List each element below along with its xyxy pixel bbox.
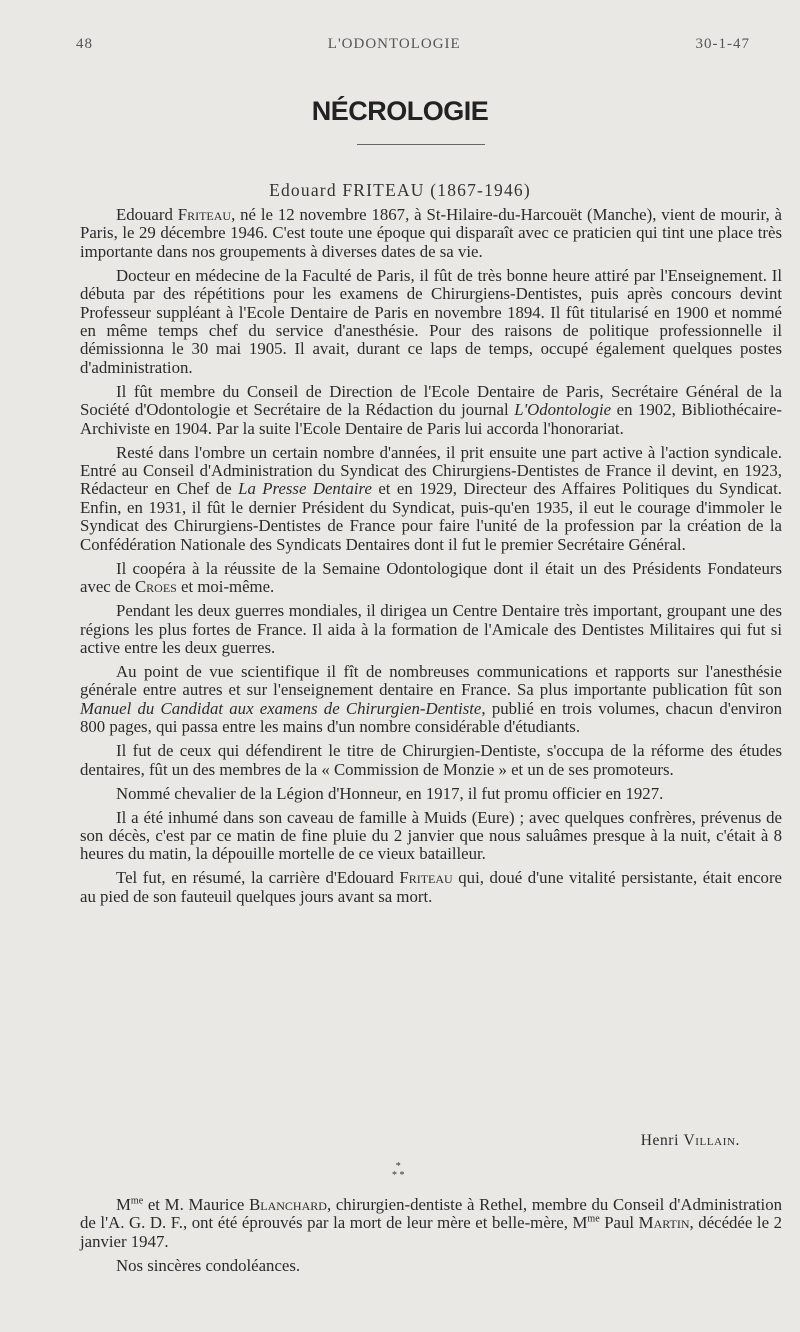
paragraph-1: Edouard Friteau, né le 12 novembre 1867, à St-Hilaire-du-Harcouët (Manche), vient de mourir, à Paris, le 29 décembre 1946. C'est toute une époque qui disparaît avec ce praticien qui tint une place très importante dans nos groupements à diverses dates de sa vie. [80,205,782,261]
death-notice [80,1196,782,1281]
journal-title: L'Odontologie [514,400,612,420]
paragraph-6: Pendant les deux guerres mondiales, il dirigea un Centre Dentaire très important, groupant une des régions les plus fortes de France. Il aida à la formation de l'Amicale des Dentistes Militaires qui fut si active entre les deux guerres. [80,601,782,657]
surname: Friteau [399,868,453,888]
surname: Martin [638,1213,690,1233]
journal-title: La Presse Dentaire [238,479,372,499]
surname: Blanchard [249,1195,327,1214]
page-number: 48 [76,36,93,52]
paragraph-3: Il fût membre du Conseil de Direction de l'Ecole Dentaire de Paris, Secrétaire Général de la Société d'Odontologie et Secrétaire de la Rédaction du journal L'Odontologie en 1902, Bibliothécaire-Archiviste en 1904. Par la suite l'Ecole Dentaire de Paris lui accorda l'honorariat. [80,381,782,438]
surname: Croes [134,577,177,597]
obituary-subtitle: Edouard FRITEAU (1867-1946) [269,180,531,200]
book-title: Manuel du Candidat aux examens de Chirurgien-Dentiste [80,698,482,718]
issue-date: 30-1-47 [695,36,750,52]
paragraph-7: Au point de vue scientifique il fît de nombreuses communications et rapports sur l'anesthésie générale entre autres et sur l'enseignement dentaire en France. Sa plus importante publication fût son Manuel du Candidat aux examens de Chirurgien-Dentiste, publié en trois volumes, chacun d'environ 800 pages, qui passa entre les mains d'un nombre considérable d'étudiants. [80,661,782,737]
paragraph-8: Il fut de ceux qui défendirent le titre de Chirurgien-Dentiste, s'occupa de la réforme des études dentaires, fût un des membres de la « Commission de Monzie » et un de ses promoteurs. [80,741,782,779]
paragraph-5: Il coopéra à la réussite de la Semaine Odontologique dont il était un des Présidents Fondateurs avec de Croes et moi-même. [80,558,782,597]
running-header [76,36,750,53]
paragraph-2: Docteur en médecine de la Faculté de Paris, il fût de très bonne heure attiré par l'Enseignement. Il débuta par des répétitions pour les examens de Chirurgiens-Dentistes, puis après concours devint Professeur suppléant à l'Ecole Dentaire de Paris en novembre 1894. Il fût titularisé en 1900 et nommé en même temps chef du service d'anesthésie. Pour des raisons de politique professionnelle il démissionna le 30 mai 1905. Il avait, durant ce laps de temps, occupé également quelques postes d'administration. [80,265,782,377]
paragraph-11: Tel fut, en résumé, la carrière d'Edouard Friteau qui, doué d'une vitalité persistante, était encore au pied de son fauteuil quelques jours avant sa mort. [80,868,782,906]
paragraph-4: Resté dans l'ombre un certain nombre d'années, il prit ensuite une part active à l'action syndicale. Entré au Conseil d'Administration du Syndicat des Chirurgiens-Dentistes de France il devint, en 1923, Rédacteur en Chef de La Presse Dentaire et en 1929, Directeur des Affaires Politiques du Syndicat. Enfin, en 1931, il fût le dernier Président du Syndicat, puis-qu'en 1935, il eut le courage d'immoler le Syndicat des Chirurgiens-Dentistes de France pour faire l'unité de la profession par la création de la Confédération Nationale des Syndicats Dentaires dont il fut le premier Secrétaire Général. [80,442,782,554]
journal-name: L'ODONTOLOGIE [327,36,461,52]
signature: Henri Villain. [640,1132,740,1149]
notice-paragraph: $M^{me}$ et M. Maurice Blanchard, chirurgien-dentiste à Rethel, membre du Conseil d'Administration de l'A. G. D. F., ont été éprouvés par la mort de leur mère et belle-mère, $M^{me}$ Paul Martin, décédée le 2 janvier 1947. [80,1195,782,1251]
paragraph-9: Nommé chevalier de la Légion d'Honneur, en 1917, il fut promu officier en 1927. [116,783,664,803]
separator-asterisks: * * * [392,1161,405,1181]
surname: Friteau [177,205,232,224]
title-rule [357,144,485,145]
condolences: Nos sincères condoléances. [116,1255,301,1275]
obituary-body [80,206,782,912]
page-title: NÉCROLOGIE [311,96,489,126]
paragraph-10: Il a été inhumé dans son caveau de famille à Muids (Eure) ; avec quelques confrères, prévenus de son décès, c'est par ce matin de fine pluie du 2 janvier que nous saluâmes presque à la nuit, c'était à 8 heures du matin, la dépouille mortelle de ce vieux batailleur. [80,807,782,864]
